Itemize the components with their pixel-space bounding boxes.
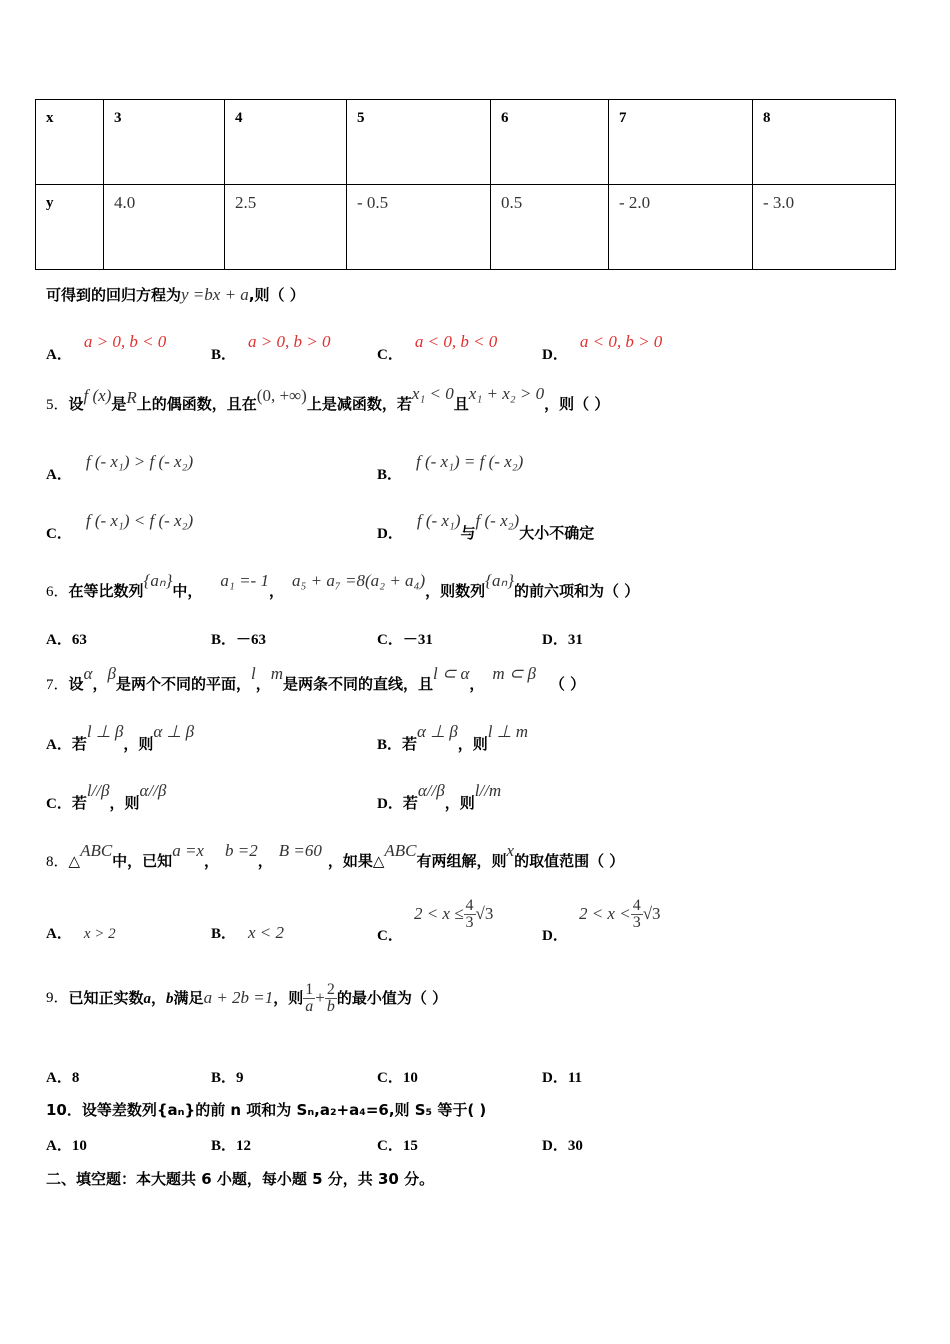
stem-math: ABC: [384, 841, 417, 860]
option-math: f (- x₁) > f (- x₂): [85, 452, 194, 471]
option-text: ，则: [444, 794, 475, 812]
option-math: f (- x₁): [416, 511, 461, 530]
stem-math: x: [506, 841, 515, 860]
option-label: C．: [377, 928, 403, 944]
q6-option-c[interactable]: [377, 628, 433, 649]
x-value: 7: [619, 110, 627, 126]
y-value: 0.5: [501, 193, 523, 212]
question-number: 7．: [46, 677, 69, 693]
data-table: [35, 99, 896, 270]
stem-math: {aₙ}: [485, 571, 515, 590]
stem-text: ，则（ ）: [544, 395, 610, 413]
stem-math: m: [270, 664, 283, 683]
option-math: α//β: [417, 781, 445, 800]
numerator: 2: [326, 981, 335, 998]
q4-equation: y =bx + a: [181, 285, 249, 304]
stem-math: a₁ =- 1: [220, 571, 269, 590]
option-math: f (- x₂): [475, 511, 520, 530]
question-number: 5．: [46, 397, 69, 413]
option-label: A．: [46, 1138, 72, 1154]
q8-option-d[interactable]: [542, 897, 661, 944]
q8-option-c[interactable]: [377, 897, 494, 944]
stem-math: a =x: [172, 841, 204, 860]
stem-math: (0, +∞): [256, 386, 307, 405]
q10-option-c[interactable]: [377, 1134, 418, 1155]
plus-sign: +: [315, 988, 325, 1007]
section-heading: 二、填空题：本大题共 6 小题，每小题 5 分，共 30 分。: [46, 1170, 435, 1188]
option-label: A．: [46, 347, 72, 363]
option-label: A．: [46, 467, 72, 483]
q9-option-d[interactable]: [542, 1066, 582, 1087]
option-math: x > 2: [83, 926, 116, 942]
option-text: 9: [236, 1070, 244, 1086]
fraction: [325, 982, 337, 1015]
stem-text: 在等比数列: [68, 582, 144, 600]
q5-option-a[interactable]: [46, 451, 194, 483]
q9-option-b[interactable]: [211, 1066, 244, 1087]
table-cell: [36, 100, 104, 185]
option-text: ，则: [457, 735, 488, 753]
option-label: C．: [46, 796, 72, 812]
option-label: C．: [377, 632, 403, 648]
q5-option-d[interactable]: [377, 510, 595, 542]
q4-stem: [46, 284, 305, 305]
question-number: 8．: [46, 854, 69, 870]
x-value: 3: [114, 110, 122, 126]
x-value: 5: [357, 110, 365, 126]
stem-text: 上是减函数，若: [306, 395, 412, 413]
table-cell: [104, 100, 225, 185]
table-row-y: [36, 185, 896, 270]
q7-option-b[interactable]: [377, 721, 529, 753]
option-text: 31: [567, 632, 583, 648]
option-text: 8: [71, 1070, 80, 1086]
option-label: B．: [211, 347, 237, 363]
denominator: 3: [465, 914, 474, 931]
stem-text: 设: [68, 675, 84, 693]
q4-stem-text: 可得到的回归方程为: [46, 286, 182, 304]
option-text: 15: [402, 1138, 418, 1154]
q10-option-d[interactable]: [542, 1134, 583, 1155]
inequality: 2 < x ≤: [413, 904, 464, 923]
stem-math: a + 2b =1: [203, 988, 274, 1007]
q6-option-d[interactable]: [542, 628, 583, 649]
q4-stem-suffix: ,则（ ）: [248, 286, 305, 304]
stem-math: ABC: [80, 841, 113, 860]
stem-text: △: [68, 852, 81, 870]
denominator: b: [326, 998, 335, 1015]
stem-text: 的最小值为（ ）: [336, 989, 448, 1007]
option-text: ，则: [123, 735, 154, 753]
q7-option-c[interactable]: [46, 780, 167, 812]
stem-text: ，: [92, 675, 108, 693]
option-label: C．: [377, 1070, 403, 1086]
table-cell: [347, 100, 491, 185]
option-label: C．: [377, 347, 403, 363]
q7-option-d[interactable]: [377, 780, 502, 812]
table-row-x: [36, 100, 896, 185]
q5-option-c[interactable]: [46, 510, 194, 542]
stem-text: ，: [151, 989, 167, 1007]
q9-option-c[interactable]: [377, 1066, 418, 1087]
option-label: D．: [542, 1138, 568, 1154]
inequality: 2 < x <: [578, 904, 631, 923]
stem-math: α: [83, 664, 93, 683]
stem-math: f (x): [83, 386, 112, 405]
x-value: 6: [501, 110, 509, 126]
y-value: - 2.0: [619, 193, 651, 212]
option-label: A．: [46, 1070, 72, 1086]
table-cell: [347, 185, 491, 270]
numerator: 4: [632, 897, 641, 914]
option-math: l ⊥ m: [487, 722, 529, 741]
fraction: [631, 898, 643, 931]
stem-text: 的前六项和为（ ）: [514, 582, 640, 600]
option-text: 11: [567, 1070, 583, 1086]
sqrt: √3: [642, 904, 661, 923]
q8-option-b[interactable]: [211, 922, 284, 943]
table-cell: [36, 185, 104, 270]
option-math: a < 0, b < 0: [414, 332, 498, 351]
option-math: l//β: [86, 781, 110, 800]
q4-option-c[interactable]: [377, 331, 498, 363]
stem-text: ，如果△: [327, 852, 385, 870]
stem-text: ，: [268, 582, 284, 600]
option-math: [414, 898, 493, 931]
table-cell: [491, 185, 609, 270]
q10-option-b[interactable]: [211, 1134, 251, 1155]
option-text: 12: [236, 1138, 252, 1154]
option-label: B．: [211, 926, 237, 942]
stem-text: 上的偶函数，且在: [136, 395, 257, 413]
option-label: A．: [46, 737, 72, 753]
stem-text: 的取值范围（ ）: [514, 852, 625, 870]
y-value: - 0.5: [357, 193, 389, 212]
option-math: [579, 898, 661, 931]
y-value: 4.0: [114, 193, 136, 212]
denominator: 3: [632, 914, 641, 931]
stem-text: 已知正实数: [68, 989, 144, 1007]
q7-stem: [46, 663, 586, 693]
y-value: 2.5: [235, 193, 257, 212]
option-label: B．: [211, 632, 237, 648]
stem-text: 是两个不同的平面，: [115, 675, 251, 693]
option-text: 10: [71, 1138, 87, 1154]
numerator: 4: [465, 897, 474, 914]
stem-math: b =2: [224, 841, 258, 860]
option-math: α//β: [139, 781, 167, 800]
option-math: l ⊥ β: [86, 722, 124, 741]
option-text: 大小不确定: [519, 524, 595, 542]
table-cell: [225, 185, 347, 270]
option-math: a > 0, b > 0: [248, 332, 331, 351]
stem-math: l: [250, 664, 256, 683]
x-header: x: [46, 110, 54, 126]
option-label: A．: [46, 632, 72, 648]
q8-option-a[interactable]: [46, 922, 116, 943]
option-text: 若: [402, 735, 418, 753]
stem-text: 满足: [173, 989, 204, 1007]
stem-text: ，: [257, 852, 273, 870]
q6-option-a[interactable]: [46, 628, 87, 649]
stem-math: β: [107, 664, 116, 683]
stem-text: 中，: [172, 582, 203, 600]
option-text: 若: [71, 735, 87, 753]
numerator: 1: [305, 981, 314, 998]
fraction: [303, 982, 315, 1015]
option-text: 若: [71, 794, 87, 812]
stem-math: l ⊂ α: [433, 664, 470, 683]
option-math: l//m: [474, 781, 502, 800]
question-number: 6．: [46, 584, 69, 600]
option-label: D．: [542, 1070, 568, 1086]
table-cell: [225, 100, 347, 185]
stem-math: x₁ + x₂ > 0: [468, 384, 545, 403]
option-math: α ⊥ β: [153, 722, 195, 741]
option-text: 63: [71, 632, 87, 648]
q5-stem: [46, 384, 610, 414]
option-label: D．: [542, 632, 568, 648]
option-text: 30: [567, 1138, 583, 1154]
stem-math: R: [126, 388, 137, 407]
option-label: A．: [46, 926, 72, 942]
stem-math: x₁ < 0: [411, 384, 454, 403]
option-text: －63: [236, 632, 267, 648]
option-text: 10: [402, 1070, 418, 1086]
stem-text: （ ）: [549, 675, 586, 693]
stem-math: B =60: [278, 841, 322, 860]
option-label: B．: [377, 737, 403, 753]
stem-text: ，: [255, 675, 271, 693]
stem-text: 且: [453, 395, 469, 413]
option-text: －31: [402, 632, 433, 648]
option-text: 与: [460, 524, 476, 542]
table-cell: [609, 185, 753, 270]
option-text: 若: [402, 794, 418, 812]
option-math: f (- x₁) = f (- x₂): [416, 452, 524, 471]
q6-stem: [46, 570, 640, 600]
denominator: a: [305, 998, 314, 1015]
option-label: B．: [211, 1138, 237, 1154]
stem-text: 是: [111, 395, 127, 413]
q8-stem: [46, 840, 625, 870]
option-label: D．: [542, 928, 568, 944]
stem-text: 设: [68, 395, 84, 413]
option-label: B．: [211, 1070, 237, 1086]
option-math: α ⊥ β: [417, 722, 458, 741]
option-math: a > 0, b < 0: [83, 332, 167, 351]
stem-math: {aₙ}: [143, 571, 173, 590]
stem-text: 有两组解，则: [416, 852, 507, 870]
question-number: 9．: [46, 990, 69, 1006]
stem-text: 中，已知: [112, 852, 173, 870]
option-label: D．: [377, 796, 403, 812]
table-cell: [104, 185, 225, 270]
stem-text: ，: [469, 675, 485, 693]
fraction: [464, 898, 476, 931]
y-value: - 3.0: [763, 193, 795, 212]
q9-stem: [46, 982, 447, 1015]
q7-option-a[interactable]: [46, 721, 195, 753]
variable: a: [143, 991, 152, 1007]
q6-option-b[interactable]: [211, 628, 266, 649]
x-value: 8: [763, 110, 771, 126]
stem-text: ，则: [273, 989, 304, 1007]
table-cell: [753, 100, 896, 185]
option-label: D．: [542, 347, 568, 363]
q4-option-a[interactable]: [46, 331, 167, 363]
table-cell: [753, 185, 896, 270]
option-label: B．: [377, 467, 403, 483]
q9-option-a[interactable]: [46, 1066, 79, 1087]
option-label: D．: [377, 526, 403, 542]
table-cell: [491, 100, 609, 185]
q10-stem: 10．设等差数列{aₙ}的前 n 项和为 Sₙ,a₂+a₄=6,则 S₅ 等于( ): [46, 1101, 487, 1119]
table-cell: [609, 100, 753, 185]
option-math: x < 2: [248, 923, 285, 942]
x-value: 4: [235, 110, 243, 126]
stem-text: ，则数列: [425, 582, 486, 600]
q4-option-b[interactable]: [211, 331, 331, 363]
y-header: y: [46, 195, 54, 211]
option-label: C．: [46, 526, 72, 542]
option-math: f (- x₁) < f (- x₂): [85, 511, 194, 530]
sqrt: √3: [475, 904, 494, 923]
stem-text: ，: [203, 852, 219, 870]
option-text: ，则: [109, 794, 140, 812]
stem-math: m ⊂ β: [492, 664, 536, 683]
q5-option-b[interactable]: [377, 451, 524, 483]
option-math: a < 0, b > 0: [579, 332, 663, 351]
q10-option-a[interactable]: [46, 1134, 87, 1155]
option-label: C．: [377, 1138, 403, 1154]
q4-option-d[interactable]: [542, 331, 663, 363]
stem-text: 是两条不同的直线，且: [283, 675, 434, 693]
variable: b: [166, 991, 174, 1007]
stem-math: a₅ + a₇ =8(a₂ + a₄): [291, 571, 426, 590]
